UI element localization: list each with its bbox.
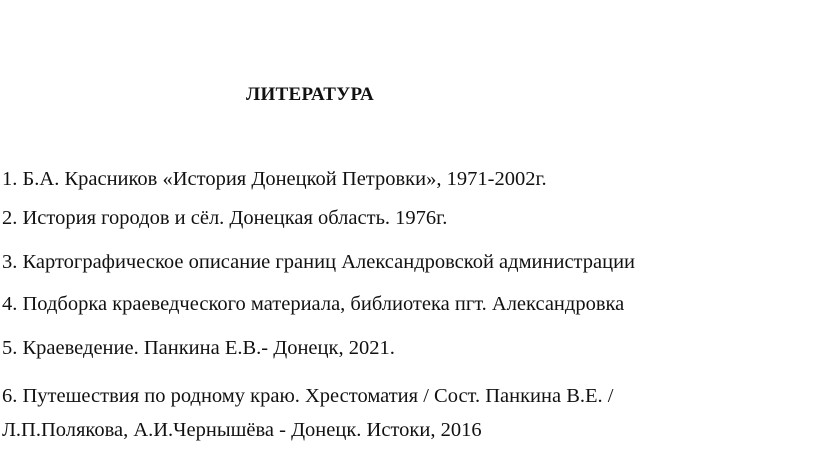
page-title: ЛИТЕРАТУРА: [246, 84, 375, 105]
reference-item-6: 6. Путешествия по родному краю. Хрестоматия / Сост. Панкина В.Е. /: [2, 385, 614, 407]
reference-item-1: 1. Б.А. Красников «История Донецкой Петровки», 1971-2002г.: [2, 168, 547, 190]
reference-item-2: 2. История городов и сёл. Донецкая область. 1976г.: [2, 207, 448, 229]
reference-item-3: 3. Картографическое описание границ Александровской администрации: [2, 251, 636, 273]
reference-item-4: 4. Подборка краеведческого материала, библиотека пгт. Александровка: [2, 293, 625, 315]
reference-item-5: 5. Краеведение. Панкина Е.В.- Донецк, 2021.: [2, 337, 395, 359]
reference-item-6-continuation: Л.П.Полякова, А.И.Чернышёва - Донецк. Истоки, 2016: [2, 419, 482, 441]
